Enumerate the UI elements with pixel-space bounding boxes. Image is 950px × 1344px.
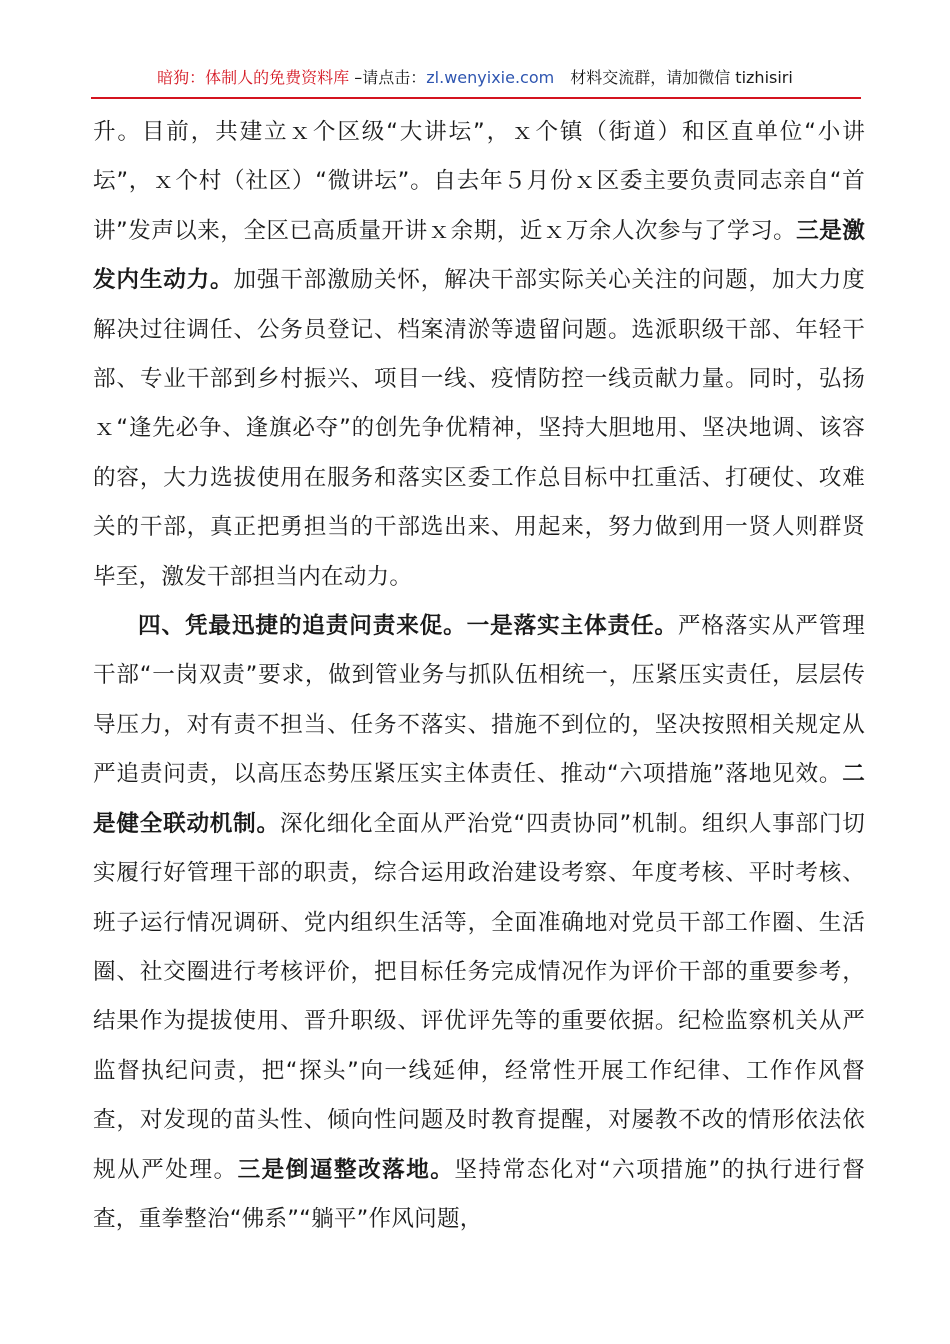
bold-heading: 三是倒逼整改落地。	[237, 1156, 455, 1183]
paragraph-2	[93, 602, 865, 1244]
bold-heading: 三是激发内生动力。	[93, 217, 866, 294]
bold-heading: 四、凭最迅捷的追责问责来促。一是落实主体责任。	[138, 613, 678, 640]
document-body	[93, 108, 865, 1244]
header-brand: 暗狗：体制人的免费资料库	[157, 68, 350, 87]
paragraph-text: 深化细化全面从严治党“四责协同”机制。组织人事部门切实履行好管理干部的职责，综合运用政治建设考察、年度考核、平时考核、班子运行情况调研、党内组织生活等，全面准确地对党员干部工作圈、生活圈、社交圈进行考核评价，把目标任务完成情况作为评价干部的重要参考，结果作为提拔使用、晋升职级、评优评先等的重要依据。纪检监察机关从严监督执纪问责，把“探头”向一线延伸，经常性开展工作纪律、工作作风督查，对发现的苗头性、倾向性问题及时教育提醒，对屡教不改的情形依法依规从严处理。	[93, 810, 865, 1183]
paragraph-text: 升。目前，共建立ｘ个区级“大讲坛”，ｘ个镇（街道）和区直单位“小讲坛”，ｘ个村（社区）“微讲坛”。自去年５月份ｘ区委主要负责同志亲自“首讲”发声以来，全区已高质量开讲ｘ余期，近ｘ万余人次参与了学习。	[93, 119, 865, 244]
paragraph-text: 坚持常态化对“六项措施”的执行进行督查，重拳整治“佛系”“躺平”作风问题，	[93, 1156, 865, 1232]
header-link[interactable]: zl.wenyixie.com	[426, 68, 555, 87]
paragraph-text: 严格落实从严管理干部“一岗双责”要求，做到管业务与抓队伍相统一，压紧压实责任，层层传导压力，对有责不担当、任务不落实、措施不到位的，坚决按照相关规定从严追责问责，以高压态势压紧压实主体责任、推动“六项措施”落地见效。	[93, 613, 865, 788]
header-prompt: –请点击：	[349, 68, 427, 87]
header-contact: 材料交流群，请加微信 tizhisiri	[570, 68, 793, 87]
header-divider	[91, 97, 861, 99]
page-header	[0, 66, 950, 90]
bold-heading: 二是健全联动机制。	[93, 761, 865, 837]
paragraph-text: 加强干部激励关怀，解决干部实际关心关注的问题，加大力度解决过往调任、公务员登记、档案清淤等遗留问题。选派职级干部、年轻干部、专业干部到乡村振兴、项目一线、疫情防控一线贡献力量。同时，弘扬ｘ“逢先必争、逢旗必夺”的创先争优精神，坚持大胆地用、坚决地调、该容的容，大力选拔使用在服务和落实区委工作总目标中扛重活、打硬仗、攻难关的干部，真正把勇担当的干部选出来、用起来，努力做到用一贤人则群贤毕至，激发干部担当内在动力。	[93, 267, 866, 590]
paragraph-1	[93, 108, 865, 602]
